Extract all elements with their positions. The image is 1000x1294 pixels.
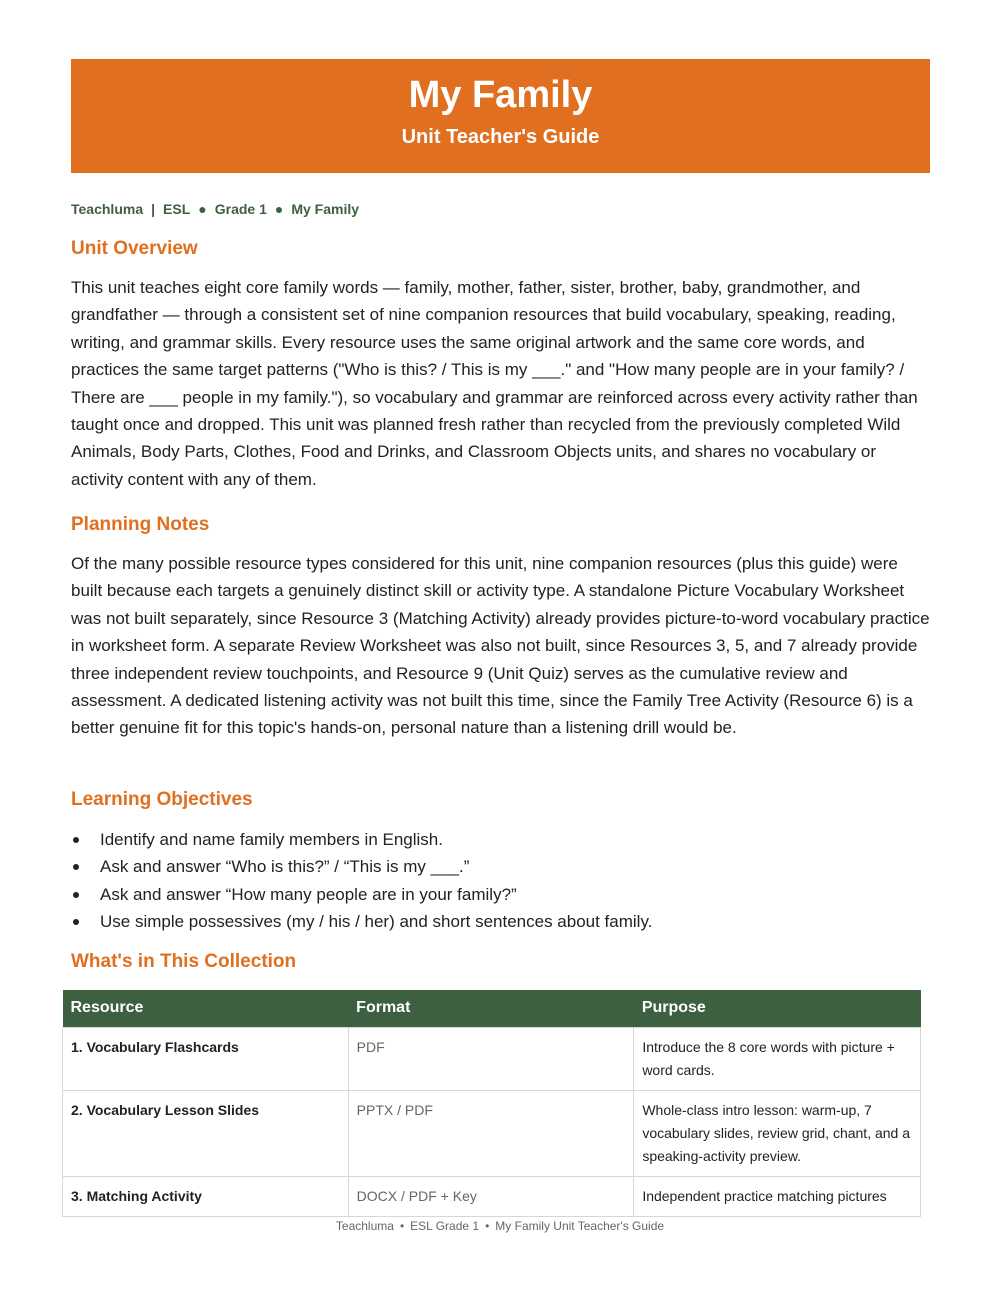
table-header-row — [63, 990, 921, 1027]
title-banner — [71, 59, 930, 173]
format-cell: PDF — [348, 1027, 634, 1090]
objective-item: Ask and answer “Who is this?” / “This is my ___.” — [71, 853, 931, 880]
collection-heading: What's in This Collection — [71, 951, 297, 972]
page-footer — [0, 1219, 1000, 1233]
objective-item: Identify and name family members in English. — [71, 826, 931, 853]
column-header-purpose: Purpose — [634, 990, 921, 1027]
footer-course: ESL Grade 1 — [410, 1219, 480, 1233]
breadcrumb — [71, 201, 359, 217]
overview-heading: Unit Overview — [71, 238, 198, 259]
table-row — [63, 1090, 921, 1176]
overview-text: This unit teaches eight core family words — family, mother, father, sister, brother, baby, grandmother, and grandfather — through a consistent set of nine companion resources that build vocabulary, speaking, reading, writing, and grammar skills. Every resource uses the same original artwork and the same core words, and practices the same target patterns ("Who is this? / This is my ___." and "How many people are in your family? / There are ___ people in my family."), so vocabulary and grammar are reinforced across every activity rather than taught once and dropped. This unit was planned fresh rather than recycled from the previously completed Wild Animals, Body Parts, Clothes, Food and Drinks, and Classroom Objects units, and shares no vocabulary or activity content with any of them. — [71, 278, 918, 489]
footer-brand: Teachluma — [335, 1219, 394, 1233]
table-row — [63, 1027, 921, 1090]
format-cell: DOCX / PDF + Key — [348, 1176, 634, 1216]
breadcrumb-grade: Grade 1 — [214, 201, 267, 217]
column-header-format: Format — [348, 990, 634, 1027]
planning-text: Of the many possible resource types considered for this unit, nine companion resources (plus this guide) were built because each targets a genuinely distinct skill or activity type. A standalone Picture Vocabulary Worksheet was not built separately, since Resource 3 (Matching Activity) already provides picture-to-word vocabulary practice in worksheet form. A separate Review Worksheet was also not built, since Resources 3, 5, and 7 already provide three independent review touchpoints, and Resource 9 (Unit Quiz) serves as the cumulative review and assessment. A dedicated listening activity was not built this time, since the Family Tree Activity (Resource 6) is a better genuine fit for this topic's hands-on, personal nature than a listening drill would be. — [71, 554, 930, 738]
footer-doc: My Family Unit Teacher's Guide — [495, 1219, 665, 1233]
breadcrumb-brand: Teachluma — [71, 201, 144, 217]
breadcrumb-subject: ESL — [163, 201, 191, 217]
purpose-cell: Whole-class intro lesson: warm-up, 7 vocabulary slides, review grid, chant, and a speaking-activity preview. — [634, 1090, 921, 1176]
document-title: My Family — [408, 74, 593, 116]
breadcrumb-bullet-1: ● — [198, 201, 207, 217]
planning-heading: Planning Notes — [71, 514, 210, 535]
document-subtitle: Unit Teacher's Guide — [401, 126, 600, 148]
objectives-list — [71, 826, 931, 936]
collection-table — [62, 990, 921, 1217]
resource-cell: 2. Vocabulary Lesson Slides — [63, 1090, 349, 1176]
breadcrumb-unit: My Family — [291, 201, 360, 217]
footer-dot-2: • — [485, 1219, 490, 1233]
breadcrumb-bullet-2: ● — [274, 201, 284, 217]
purpose-cell: Introduce the 8 core words with picture + word cards. — [634, 1027, 921, 1090]
resource-cell: 3. Matching Activity — [63, 1176, 349, 1216]
objectives-heading: Learning Objectives — [71, 789, 253, 810]
footer-dot-1: • — [399, 1219, 405, 1233]
format-cell: PPTX / PDF — [348, 1090, 634, 1176]
purpose-cell: Independent practice matching pictures — [634, 1176, 921, 1216]
objective-item: Use simple possessives (my / his / her) and short sentences about family. — [71, 908, 931, 935]
breadcrumb-pipe: | — [151, 201, 156, 217]
objective-item: Ask and answer “How many people are in your family?” — [71, 881, 931, 908]
resource-cell: 1. Vocabulary Flashcards — [63, 1027, 349, 1090]
column-header-resource: Resource — [63, 990, 349, 1027]
table-row — [63, 1176, 921, 1216]
